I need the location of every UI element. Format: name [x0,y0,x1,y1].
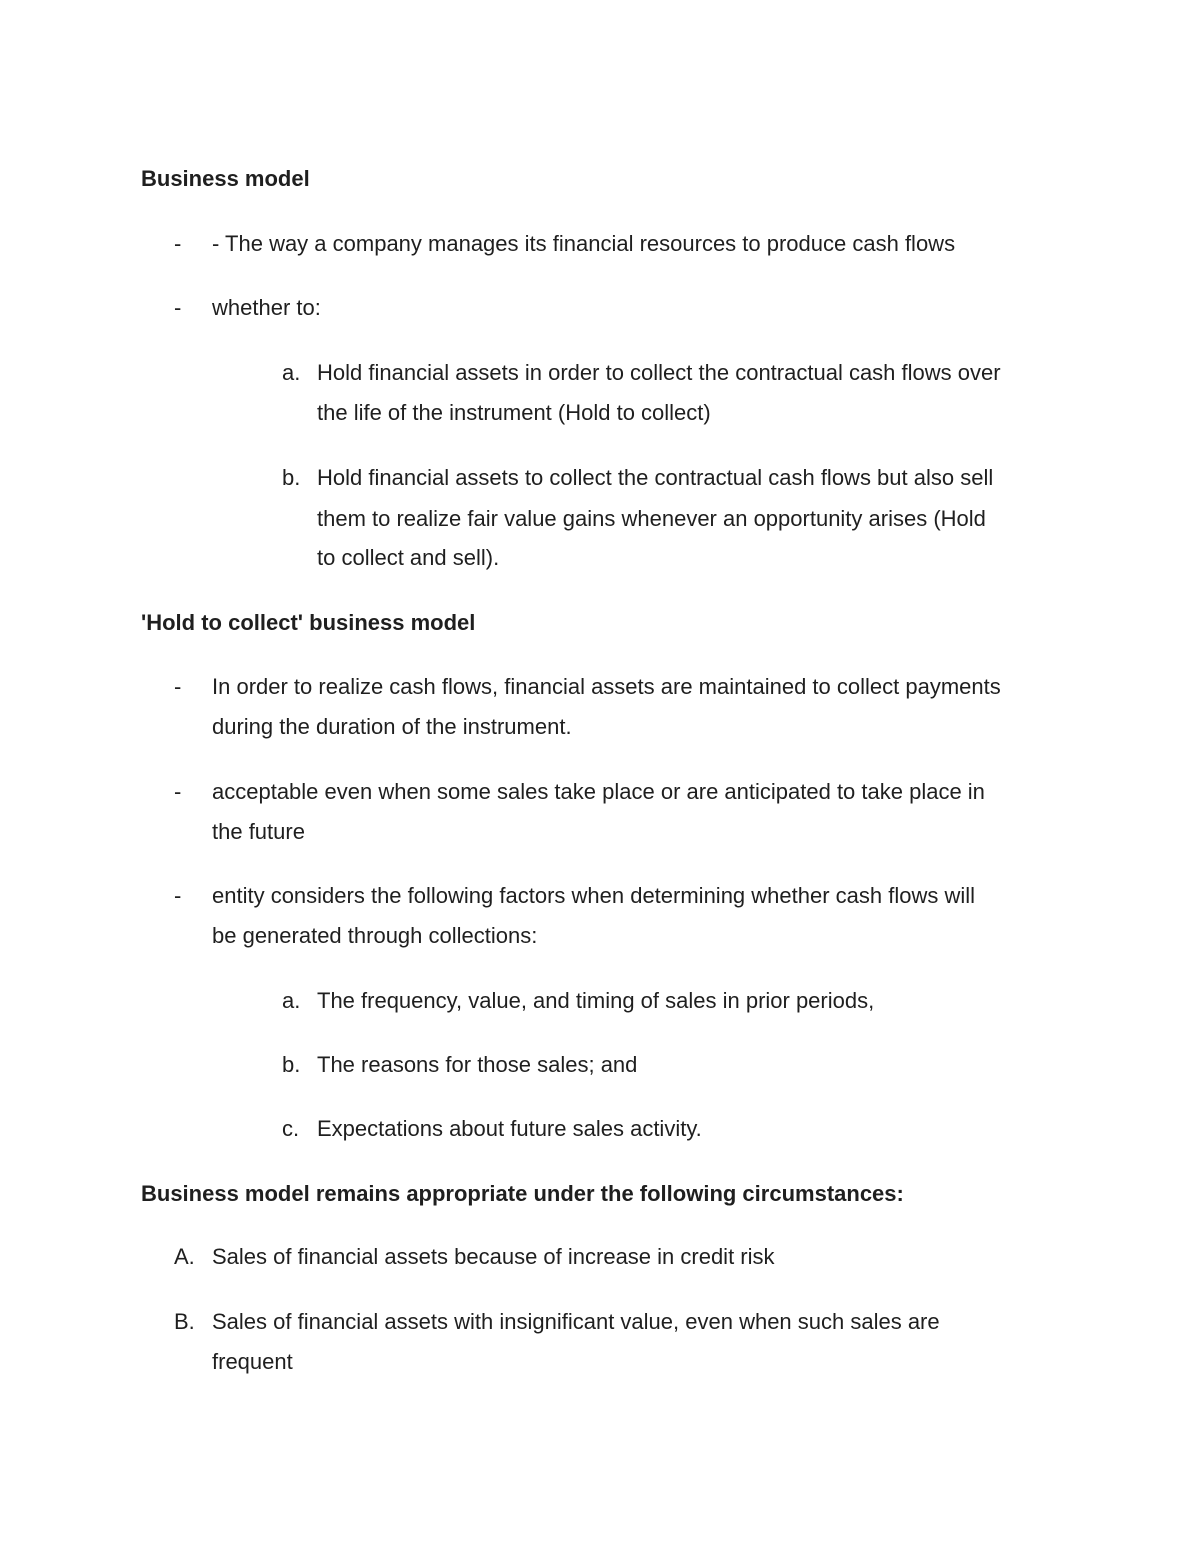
list-marker: a. [282,360,301,385]
bullet-marker: - [174,779,182,804]
list-item-text: The reasons for those sales; and [317,1052,638,1077]
bullet-text: the future [212,819,305,844]
list-marker: B. [174,1309,195,1334]
bullet-text: entity considers the following factors when determining whether cash flows will [212,883,976,908]
list-item-text: frequent [212,1349,293,1374]
bullet-text: - The way a company manages its financial resources to produce cash flows [212,231,956,256]
list-item-text: Hold financial assets in order to collect the contractual cash flows over [317,360,1001,385]
list-marker: a. [282,988,301,1013]
bullet-marker: - [174,883,182,908]
list-item-text: Expectations about future sales activity. [317,1116,702,1141]
list-marker: A. [174,1244,195,1269]
list-item-text: the life of the instrument (Hold to collect) [317,400,711,425]
bullet-marker: - [174,674,182,699]
list-item-text: to collect and sell). [317,545,500,570]
bullet-text: whether to: [212,295,321,320]
list-marker: b. [282,1052,301,1077]
list-marker: b. [282,465,301,490]
bullet-text: during the duration of the instrument. [212,714,572,739]
list-item-text: The frequency, value, and timing of sales in prior periods, [317,988,875,1013]
list-marker: c. [282,1116,300,1141]
heading-circumstances: Business model remains appropriate under the following circumstances: [141,1181,904,1206]
bullet-text: acceptable even when some sales take place or are anticipated to take place in [212,779,985,804]
list-item-text: Sales of financial assets with insignificant value, even when such sales are [212,1309,940,1334]
bullet-marker: - [174,295,182,320]
list-item-text: Hold financial assets to collect the contractual cash flows but also sell [317,465,994,490]
bullet-text: be generated through collections: [212,923,538,948]
list-item-text: Sales of financial assets because of increase in credit risk [212,1244,775,1269]
heading-hold-to-collect: 'Hold to collect' business model [141,610,476,635]
heading-business-model: Business model [141,166,310,191]
bullet-marker: - [174,231,182,256]
bullet-text: In order to realize cash flows, financial assets are maintained to collect payments [212,674,1001,699]
list-item-text: them to realize fair value gains whenever an opportunity arises (Hold [317,506,986,531]
